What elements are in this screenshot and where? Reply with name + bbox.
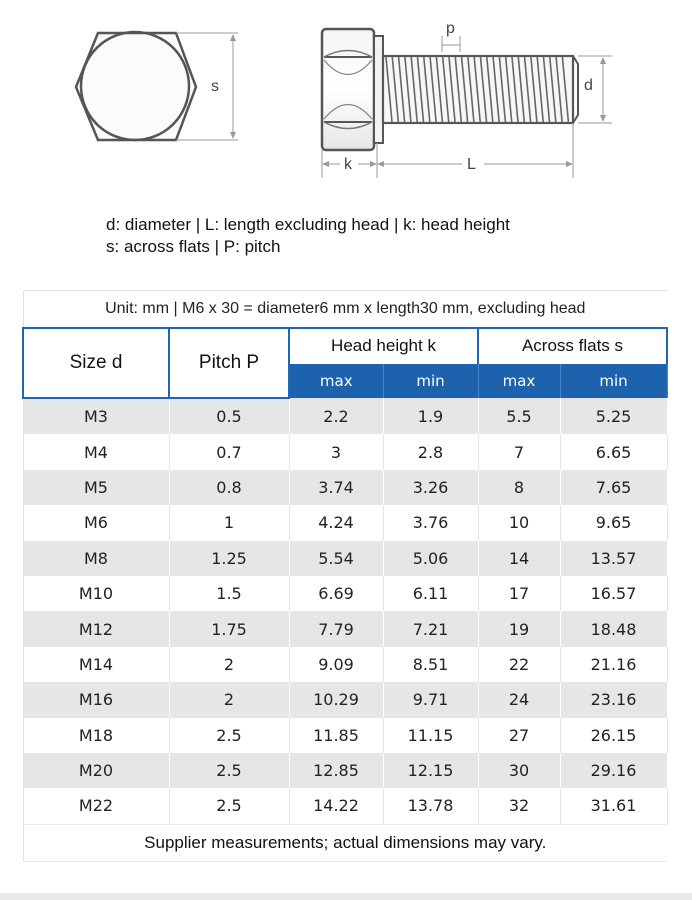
header-size: Size d bbox=[23, 328, 169, 398]
cell-size: M12 bbox=[23, 611, 169, 646]
cell-pitch: 0.7 bbox=[169, 434, 289, 469]
cell-k-min: 3.26 bbox=[383, 470, 478, 505]
cell-k-min: 1.9 bbox=[383, 398, 478, 434]
cell-k-max: 3.74 bbox=[289, 470, 383, 505]
table-row bbox=[23, 611, 667, 646]
cell-s-min: 7.65 bbox=[560, 470, 667, 505]
cell-s-max: 8 bbox=[478, 470, 560, 505]
cell-s-max: 32 bbox=[478, 788, 560, 824]
legend-line-1: d: diameter | L: length excluding head | k: head height bbox=[106, 215, 510, 234]
cell-k-max: 10.29 bbox=[289, 682, 383, 717]
cell-s-max: 30 bbox=[478, 753, 560, 788]
cell-size: M6 bbox=[23, 505, 169, 540]
dim-label-p: p bbox=[446, 20, 455, 37]
cell-s-min: 6.65 bbox=[560, 434, 667, 469]
cell-k-min: 6.11 bbox=[383, 576, 478, 611]
cell-pitch: 2.5 bbox=[169, 788, 289, 824]
cell-s-min: 31.61 bbox=[560, 788, 667, 824]
cell-size: M10 bbox=[23, 576, 169, 611]
bolt-dimension-table bbox=[22, 290, 668, 862]
dim-label-d: d bbox=[584, 77, 593, 94]
cell-k-min: 9.71 bbox=[383, 682, 478, 717]
cell-s-min: 18.48 bbox=[560, 611, 667, 646]
cell-s-min: 26.15 bbox=[560, 718, 667, 753]
cell-s-max: 14 bbox=[478, 541, 560, 576]
cell-k-max: 14.22 bbox=[289, 788, 383, 824]
cell-s-min: 13.57 bbox=[560, 541, 667, 576]
cell-size: M22 bbox=[23, 788, 169, 824]
cell-s-max: 27 bbox=[478, 718, 560, 753]
cell-size: M16 bbox=[23, 682, 169, 717]
table-row bbox=[23, 505, 667, 540]
cell-k-min: 2.8 bbox=[383, 434, 478, 469]
cell-k-max: 3 bbox=[289, 434, 383, 469]
cell-pitch: 1.25 bbox=[169, 541, 289, 576]
cell-s-max: 22 bbox=[478, 647, 560, 682]
header-k-min: min bbox=[383, 364, 478, 399]
cell-s-min: 21.16 bbox=[560, 647, 667, 682]
table-row bbox=[23, 718, 667, 753]
cell-size: M18 bbox=[23, 718, 169, 753]
cell-s-max: 5.5 bbox=[478, 398, 560, 434]
cell-s-min: 16.57 bbox=[560, 576, 667, 611]
cell-k-min: 8.51 bbox=[383, 647, 478, 682]
cell-pitch: 1.75 bbox=[169, 611, 289, 646]
table-row bbox=[23, 647, 667, 682]
cell-pitch: 2 bbox=[169, 647, 289, 682]
cell-size: M20 bbox=[23, 753, 169, 788]
cell-pitch: 2.5 bbox=[169, 753, 289, 788]
cell-s-max: 24 bbox=[478, 682, 560, 717]
cell-s-min: 9.65 bbox=[560, 505, 667, 540]
cell-s-max: 7 bbox=[478, 434, 560, 469]
cell-s-max: 10 bbox=[478, 505, 560, 540]
cell-pitch: 2.5 bbox=[169, 718, 289, 753]
table-row bbox=[23, 682, 667, 717]
unit-note: Unit: mm | M6 x 30 = diameter6 mm x length30 mm, excluding head bbox=[23, 291, 667, 329]
cell-s-min: 29.16 bbox=[560, 753, 667, 788]
cell-k-max: 9.09 bbox=[289, 647, 383, 682]
cell-size: M14 bbox=[23, 647, 169, 682]
cell-size: M5 bbox=[23, 470, 169, 505]
cell-k-max: 4.24 bbox=[289, 505, 383, 540]
cell-k-min: 7.21 bbox=[383, 611, 478, 646]
header-s-min: min bbox=[560, 364, 667, 399]
cell-k-min: 13.78 bbox=[383, 788, 478, 824]
table-body bbox=[23, 398, 667, 824]
table-row bbox=[23, 398, 667, 434]
cell-size: M3 bbox=[23, 398, 169, 434]
dim-label-L: L bbox=[467, 156, 476, 173]
header-pitch: Pitch P bbox=[169, 328, 289, 398]
header-k-max: max bbox=[289, 364, 383, 399]
cell-pitch: 0.8 bbox=[169, 470, 289, 505]
cell-size: M8 bbox=[23, 541, 169, 576]
cell-k-min: 3.76 bbox=[383, 505, 478, 540]
cell-k-min: 11.15 bbox=[383, 718, 478, 753]
cell-s-min: 23.16 bbox=[560, 682, 667, 717]
header-across-flats: Across flats s bbox=[478, 328, 667, 364]
cell-s-min: 5.25 bbox=[560, 398, 667, 434]
cell-k-max: 5.54 bbox=[289, 541, 383, 576]
cell-k-max: 12.85 bbox=[289, 753, 383, 788]
table-row bbox=[23, 541, 667, 576]
cell-pitch: 1.5 bbox=[169, 576, 289, 611]
table-row bbox=[23, 753, 667, 788]
bolt-technical-drawing bbox=[0, 0, 692, 200]
cell-k-max: 7.79 bbox=[289, 611, 383, 646]
dimension-legend bbox=[106, 214, 510, 258]
table-row bbox=[23, 788, 667, 824]
legend-line-2: s: across flats | P: pitch bbox=[106, 237, 281, 256]
cell-pitch: 0.5 bbox=[169, 398, 289, 434]
cell-k-max: 11.85 bbox=[289, 718, 383, 753]
table-footnote: Supplier measurements; actual dimensions may vary. bbox=[23, 824, 667, 861]
cell-pitch: 2 bbox=[169, 682, 289, 717]
cell-k-min: 5.06 bbox=[383, 541, 478, 576]
cell-k-max: 2.2 bbox=[289, 398, 383, 434]
cell-s-max: 19 bbox=[478, 611, 560, 646]
bottom-divider bbox=[0, 893, 692, 900]
header-s-max: max bbox=[478, 364, 560, 399]
table-row bbox=[23, 576, 667, 611]
cell-k-min: 12.15 bbox=[383, 753, 478, 788]
header-head-height: Head height k bbox=[289, 328, 478, 364]
table-row bbox=[23, 434, 667, 469]
cell-pitch: 1 bbox=[169, 505, 289, 540]
cell-k-max: 6.69 bbox=[289, 576, 383, 611]
table-row bbox=[23, 470, 667, 505]
cell-size: M4 bbox=[23, 434, 169, 469]
cell-s-max: 17 bbox=[478, 576, 560, 611]
dim-label-k: k bbox=[344, 156, 352, 173]
dim-label-s: s bbox=[211, 78, 219, 95]
